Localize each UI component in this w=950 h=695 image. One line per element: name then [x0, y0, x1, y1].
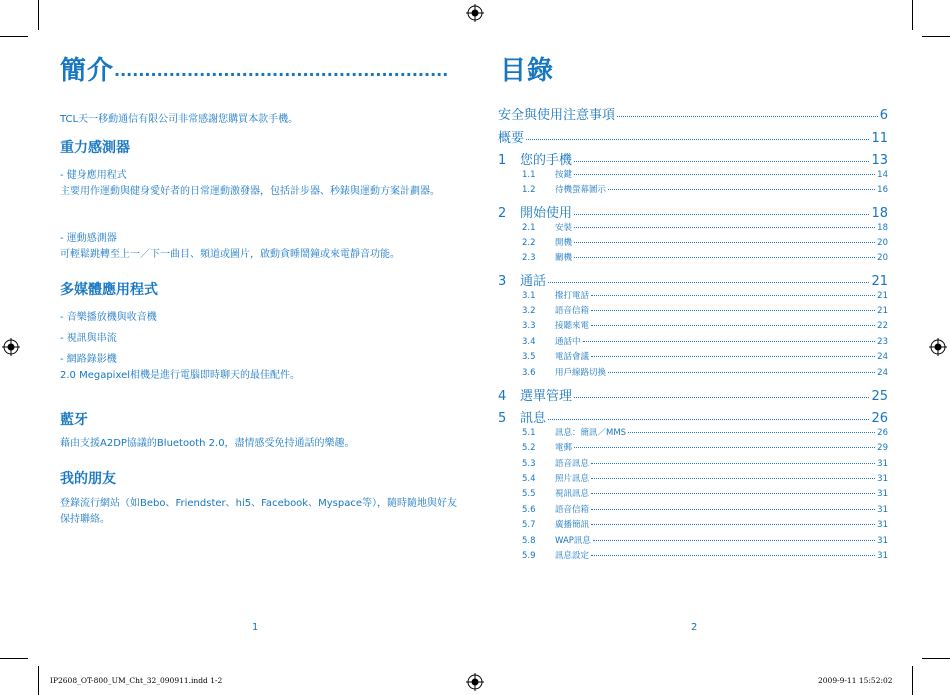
- toc-entry[interactable]: 5.3 語音訊息 31: [522, 459, 888, 469]
- crop-mark: [38, 666, 39, 695]
- toc-entry[interactable]: 1.2 待機螢幕圖示 16: [522, 185, 888, 195]
- registration-mark-icon: [466, 4, 484, 22]
- paragraph: 主要用作運動與健身愛好者的日常運動激發器，包括計步器、秒錶與運動方案計劃器。: [60, 186, 440, 197]
- toc-entry[interactable]: 3.3 接聽來電 22: [522, 321, 888, 331]
- crop-mark: [912, 666, 913, 695]
- toc-entry[interactable]: 5.7 廣播簡訊 31: [522, 520, 888, 530]
- crop-mark: [38, 0, 39, 30]
- toc-entry[interactable]: 2 開始使用 18: [498, 206, 888, 221]
- toc-entry[interactable]: 5.6 語音信箱 31: [522, 505, 888, 515]
- page-number: 1: [252, 622, 259, 633]
- toc-entry[interactable]: 5.4 照片訊息 31: [522, 474, 888, 484]
- registration-mark-icon: [2, 338, 20, 356]
- toc-entry[interactable]: 2.1 安裝 18: [522, 223, 888, 233]
- crop-mark: [922, 658, 950, 659]
- toc-entry[interactable]: 3.5 電話會議 24: [522, 352, 888, 362]
- toc-entry[interactable]: 3 通話 21: [498, 274, 888, 289]
- toc-entry[interactable]: 4 選單管理 25: [498, 389, 888, 404]
- crop-mark: [0, 658, 28, 659]
- footer-filename: IP2608_OT-800_UM_Cht_32_090911.indd 1-2: [50, 676, 223, 685]
- toc-entry[interactable]: 5.2 電郵 29: [522, 443, 888, 453]
- paragraph: 2.0 Megapixel相機是進行電腦即時聊天的最佳配件。: [60, 370, 301, 381]
- toc-entry[interactable]: 5.9 訊息設定 31: [522, 551, 888, 561]
- paragraph: 藉由支援A2DP協議的Bluetooth 2.0，盡情感受免持通話的樂趣。: [60, 438, 355, 449]
- paragraph: 可輕鬆跳轉至上一／下一曲目、頻道或圖片，啟動貪睡鬧鐘或來電靜音功能。: [60, 249, 400, 260]
- page-title: 簡介.......................................................: [60, 56, 449, 86]
- toc-entry[interactable]: 2.2 開機 20: [522, 238, 888, 248]
- toc-entry[interactable]: 3.1 撥打電話 21: [522, 291, 888, 301]
- toc-entry[interactable]: 5.5 視訊訊息 31: [522, 489, 888, 499]
- registration-mark-icon: [466, 673, 484, 691]
- footer-datetime: 2009-9-11 15:52:02: [818, 676, 893, 685]
- paragraph: 登錄流行網站（如Bebo、Friendster、hi5、Facebook、Myspace等），隨時隨地與好友保持聯絡。: [60, 498, 457, 525]
- intro-text: TCL天一移動通信有限公司非常感謝您購買本款手機。: [60, 114, 299, 125]
- toc-entry[interactable]: 3.6 用戶線路切換 24: [522, 368, 888, 378]
- section-heading-bluetooth: 藍牙: [60, 412, 88, 428]
- list-item: - 音樂播放機與收音機: [60, 312, 157, 323]
- crop-mark: [922, 36, 950, 37]
- list-item: - 視訊與串流: [60, 333, 117, 344]
- toc-entry[interactable]: 5.1 訊息：簡訊／MMS 26: [522, 428, 888, 438]
- toc-entry[interactable]: 安全與使用注意事項 6: [498, 108, 888, 123]
- page-number: 2: [691, 622, 698, 633]
- toc-entry[interactable]: 概要 11: [498, 131, 888, 146]
- section-heading-multimedia: 多媒體應用程式: [60, 282, 158, 298]
- list-item: - 運動感測器: [60, 233, 117, 244]
- toc-entry[interactable]: 2.3 關機 20: [522, 253, 888, 263]
- section-heading-my-friends: 我的朋友: [60, 471, 116, 487]
- crop-mark: [0, 36, 28, 37]
- toc-entry[interactable]: 5 訊息 26: [498, 411, 888, 426]
- crop-mark: [912, 0, 913, 30]
- toc-entry[interactable]: 1.1 按鍵 14: [522, 170, 888, 180]
- registration-mark-icon: [929, 338, 947, 356]
- toc-entry[interactable]: 5.8 WAP訊息 31: [522, 536, 888, 546]
- toc-entry[interactable]: 3.4 通話中 23: [522, 337, 888, 347]
- list-item: - 健身應用程式: [60, 170, 127, 181]
- section-heading-gravity-sensor: 重力感測器: [60, 140, 130, 156]
- toc-entry[interactable]: 3.2 語音信箱 21: [522, 306, 888, 316]
- toc-title: 目錄: [500, 56, 555, 86]
- list-item: - 網路錄影機: [60, 354, 117, 365]
- toc-entry[interactable]: 1 您的手機 13: [498, 153, 888, 168]
